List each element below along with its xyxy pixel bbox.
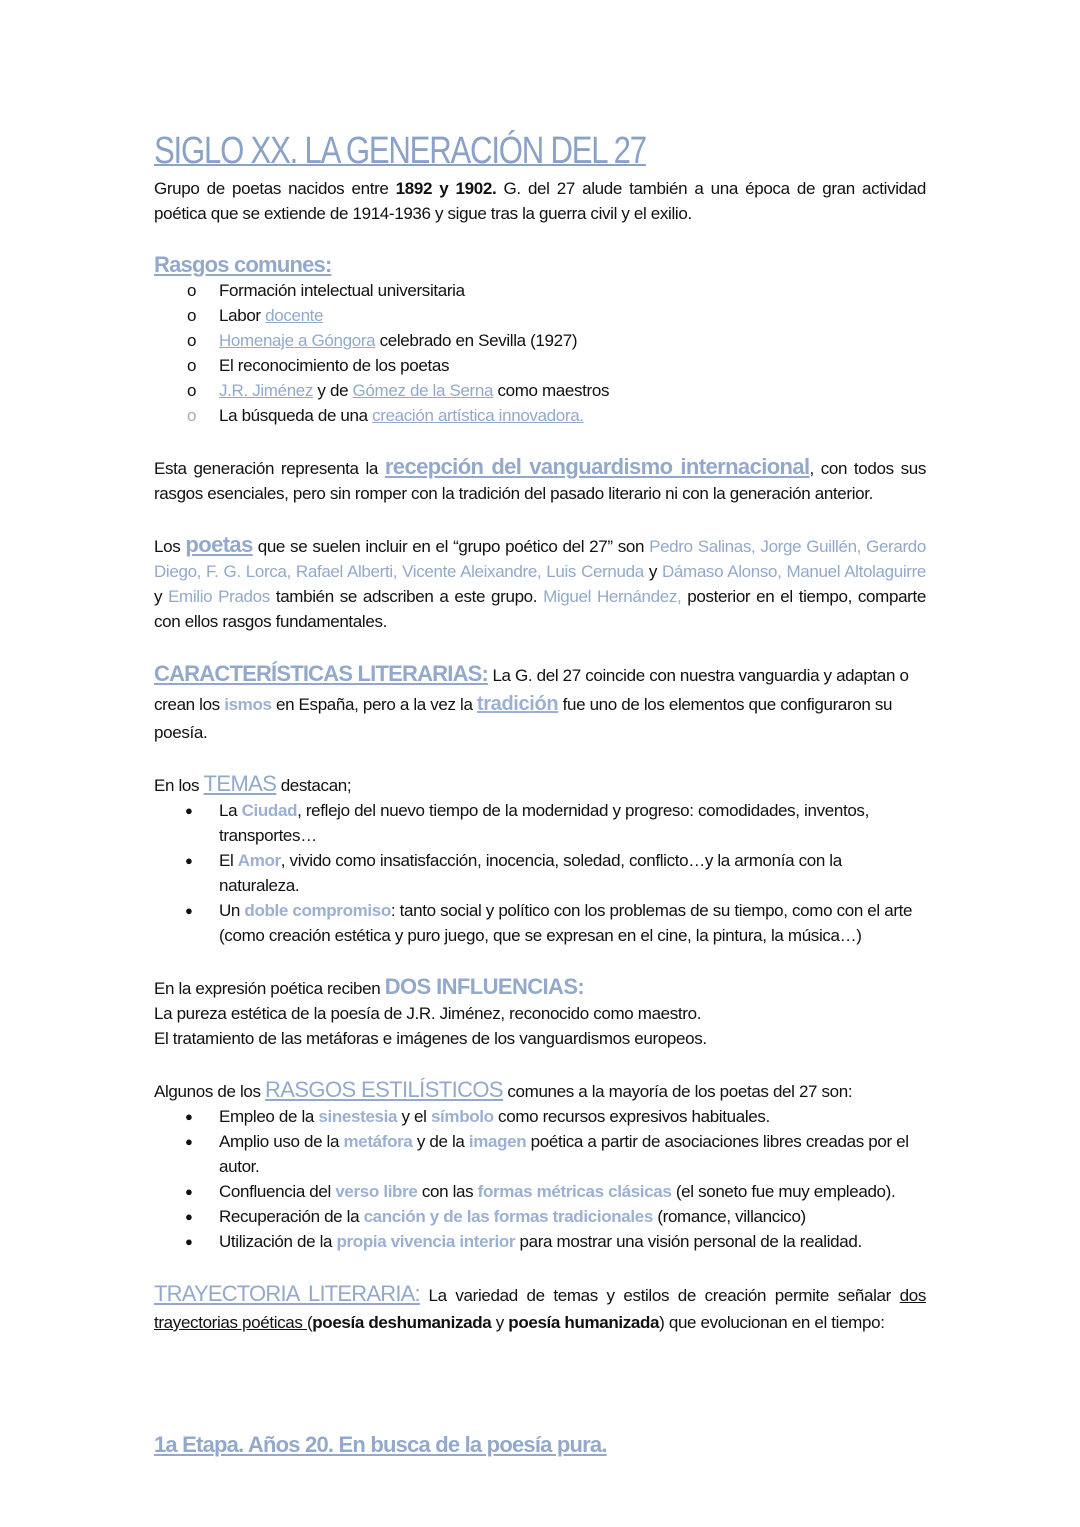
list-item [154, 798, 926, 848]
item-text: Recuperación de la [219, 1207, 364, 1226]
item-text: como maestros [493, 381, 610, 400]
etapa-heading: 1a Etapa. Años 20. En busca de la poesía pura. [154, 1432, 607, 1457]
list-item [154, 278, 926, 303]
item-text: Confluencia del [219, 1182, 336, 1201]
estilisticos-highlight: RASGOS ESTILÍSTICOS [265, 1077, 503, 1102]
item-highlight: J.R. Jiménez [219, 381, 314, 400]
item-text: como recursos expresivos habituales. [493, 1107, 770, 1126]
item-text: , vivido como insatisfacción, inocencia, soledad, conflicto…y la armonía con la naturaleza. [219, 851, 842, 895]
keyword: ismos [224, 695, 272, 714]
para-text: en España, pero a la vez la [271, 695, 477, 714]
item-text: , reflejo del nuevo tiempo de la modernidad y progreso: comodidades, inventos, transportes… [219, 801, 869, 845]
para-text: y [491, 1313, 509, 1332]
item-text: Utilización de la [219, 1232, 337, 1251]
influencia-line: La pureza estética de la poesía de J.R. Jiménez, reconocido como maestro. [154, 1004, 702, 1023]
item-text: Amplio uso de la [219, 1132, 344, 1151]
influencias-highlight: DOS INFLUENCIAS: [384, 974, 585, 999]
keyword: canción y de las formas tradicionales [363, 1207, 653, 1226]
list-item [154, 303, 926, 328]
para-text: La variedad de temas y estilos de creación permite señalar [419, 1286, 900, 1305]
intro-paragraph [154, 176, 926, 226]
keyword: Amor [237, 851, 281, 870]
para-text: también se adscriben a este grupo. [269, 587, 544, 606]
caracteristicas-paragraph [154, 660, 926, 747]
list-item [154, 1229, 926, 1254]
poetas-paragraph [154, 532, 926, 634]
page-title: SIGLO XX. LA GENERACIÓN DEL 27 [154, 130, 646, 172]
list-item [154, 1179, 926, 1204]
trayectoria-heading: TRAYECTORIA LITERARIA: [154, 1281, 420, 1306]
item-text: (romance, villancico) [652, 1207, 806, 1226]
para-text: ) que evolucionan en el tiempo: [659, 1313, 885, 1332]
item-text: Labor [219, 306, 266, 325]
rasgos-heading: Rasgos comunes: [154, 252, 332, 277]
trayectoria-paragraph [154, 1280, 926, 1336]
item-text: : tanto social y político con los problemas de su tiempo, como con el arte (como creación estética y puro juego, que se expresan en el cine, la pintura, la música…) [219, 901, 913, 945]
item-text: con las [417, 1182, 478, 1201]
item-text: El [219, 851, 238, 870]
estilisticos-intro [154, 1077, 926, 1104]
para-text: En la expresión poética reciben [154, 979, 385, 998]
list-item [154, 378, 926, 403]
para-text: fue uno de los elementos que configuraron su poesía. [154, 695, 893, 742]
keyword: formas métricas clásicas [477, 1182, 672, 1201]
keyword: propia vivencia interior [336, 1232, 516, 1251]
item-text: La [219, 801, 242, 820]
poet-names: Dámaso Alonso, Manuel Altolaguirre [661, 562, 926, 581]
list-item [154, 328, 926, 353]
para-text: destacan; [276, 776, 352, 795]
document-body [154, 128, 926, 1457]
list-item [154, 353, 926, 378]
para-text: La G. del 27 coincide con nuestra vanguardia y adaptan o crean los [154, 666, 909, 714]
caracteristicas-heading: CARACTERÍSTICAS LITERARIAS: [154, 661, 489, 686]
item-text: El reconocimiento de los poetas [219, 356, 450, 375]
item-text: celebrado en Sevilla (1927) [375, 331, 578, 350]
trayectorias-underlined: dos trayectorias poéticas [154, 1286, 926, 1332]
keyword: verso libre [335, 1182, 418, 1201]
para-text: Algunos de los [154, 1082, 265, 1101]
item-text: Formación intelectual universitaria [219, 281, 465, 300]
para-text: y [154, 587, 169, 606]
poet-names: Emilio Prados [168, 587, 270, 606]
temas-list [154, 798, 926, 948]
item-text: Empleo de la [219, 1107, 319, 1126]
item-highlight: docente [265, 306, 324, 325]
item-highlight: creación artística innovadora. [372, 406, 584, 425]
para-text: , con todos sus rasgos esenciales, pero sin romper con la tradición del pasado literario ni con la generación anterior. [154, 459, 926, 503]
keyword: sinestesia [318, 1107, 398, 1126]
intro-text-2: G. del 27 alude también a una época de gran actividad poética que se extiende de 1914-1936 y sigue tras la guerra civil y el exilio. [154, 179, 926, 223]
bold-term: poesía deshumanizada [312, 1313, 492, 1332]
item-highlight: Gómez de la Serna [352, 381, 494, 400]
para-text: En los [154, 776, 204, 795]
item-text: La búsqueda de una [219, 406, 373, 425]
bold-term: poesía humanizada [508, 1313, 660, 1332]
list-item [154, 898, 926, 948]
poet-names: Miguel Hernández, [543, 587, 682, 606]
para-text: posterior en el tiempo, comparte con ellos rasgos fundamentales. [154, 587, 926, 631]
temas-highlight: TEMAS [203, 771, 277, 796]
rasgos-list [154, 278, 926, 428]
item-text: y de [313, 381, 353, 400]
item-text: para mostrar una visión personal de la realidad. [515, 1232, 862, 1251]
item-text: poética a partir de asociaciones libres creadas por el autor. [219, 1132, 909, 1176]
intro-years: 1892 y 1902. [395, 179, 497, 198]
estilisticos-list [154, 1104, 926, 1254]
keyword: símbolo [430, 1107, 494, 1126]
vanguardismo-highlight: recepción del vanguardismo internacional [384, 454, 810, 479]
poet-names: Pedro Salinas, Jorge Guillén, Gerardo Diego, F. G. Lorca, Rafael Alberti, Vicente Aleixandre, Luis Cernuda [154, 537, 926, 581]
para-text: Esta generación representa la [154, 459, 385, 478]
para-text: Los [154, 537, 186, 556]
generacion-paragraph [154, 454, 926, 506]
intro-text: Grupo de poetas nacidos entre [154, 179, 396, 198]
list-item [154, 403, 926, 428]
list-item [154, 1204, 926, 1229]
item-text: y de la [412, 1132, 469, 1151]
para-text: ( [306, 1313, 313, 1332]
item-text: y el [397, 1107, 431, 1126]
influencia-line: El tratamiento de las metáforas e imágenes de los vanguardismos europeos. [154, 1029, 707, 1048]
poetas-highlight: poetas [185, 532, 253, 557]
para-text: comunes a la mayoría de los poetas del 27 son: [503, 1082, 853, 1101]
list-item [154, 1104, 926, 1129]
keyword: Ciudad [241, 801, 298, 820]
para-text: y [643, 562, 662, 581]
item-text: (el soneto fue muy empleado). [671, 1182, 896, 1201]
temas-intro [154, 771, 926, 798]
para-text: que se suelen incluir en el “grupo poético del 27” son [252, 537, 650, 556]
keyword: metáfora [343, 1132, 413, 1151]
influencias-intro [154, 974, 926, 1001]
list-item [154, 848, 926, 898]
keyword: tradición [476, 693, 559, 715]
keyword: doble compromiso [244, 901, 391, 920]
item-highlight: Homenaje a Góngora [219, 331, 376, 350]
item-text: Un [219, 901, 245, 920]
list-item [154, 1129, 926, 1179]
keyword: imagen [468, 1132, 527, 1151]
